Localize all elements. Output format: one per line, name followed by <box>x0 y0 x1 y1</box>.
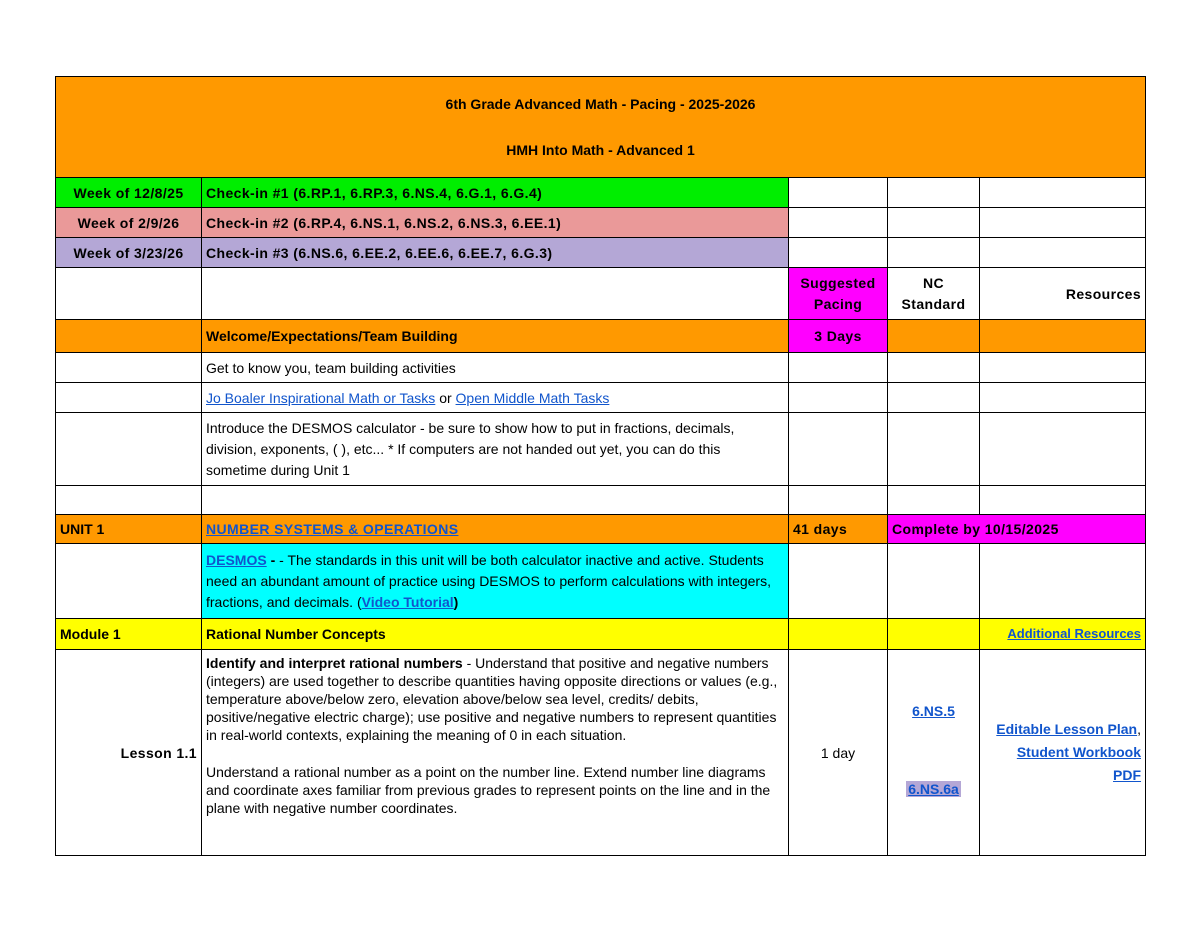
desmos-intro-row <box>56 413 1146 486</box>
welcome-activity-row <box>56 353 1146 383</box>
lesson-resources <box>980 650 1146 856</box>
empty-cell <box>202 486 789 515</box>
empty-cell <box>980 353 1146 383</box>
empty-cell <box>789 383 888 413</box>
lesson-res-line-3 <box>984 764 1141 787</box>
module-label: Module 1 <box>56 619 202 650</box>
student-workbook-link[interactable]: Student Workbook <box>1016 744 1142 760</box>
standard-wrapper-2 <box>892 781 975 797</box>
empty-cell <box>789 619 888 650</box>
empty-cell <box>56 320 202 353</box>
empty-cell <box>789 208 888 238</box>
paragraph-gap <box>206 744 784 763</box>
jo-boaler-link[interactable]: Jo Boaler Inspirational Math or Tasks <box>206 389 436 406</box>
lesson-res-line-2 <box>984 741 1141 764</box>
header-standard: NC Standard <box>888 268 980 320</box>
module-resources-cell <box>980 619 1146 650</box>
additional-resources-link[interactable]: Additional Resources <box>1007 626 1142 641</box>
unit-desmos-note <box>202 544 789 619</box>
header-row <box>56 268 1146 320</box>
lesson-pacing: 1 day <box>789 650 888 856</box>
empty-cell <box>202 268 789 320</box>
page-subtitle: HMH Into Math - Advanced 1 <box>506 142 695 158</box>
desmos-dash: - <box>266 551 276 568</box>
empty-cell <box>56 486 202 515</box>
video-tutorial-link[interactable]: Video Tutorial <box>361 593 454 610</box>
lesson-paragraph-1 <box>206 654 784 744</box>
empty-cell <box>888 208 980 238</box>
blank-row <box>56 486 1146 515</box>
checkin-week: Week of 2/9/26 <box>56 208 202 238</box>
desmos-link[interactable]: DESMOS <box>206 551 267 568</box>
lesson-description <box>202 650 789 856</box>
welcome-activity: Get to know you, team building activities <box>202 353 789 383</box>
empty-cell <box>980 238 1146 268</box>
empty-cell <box>56 413 202 486</box>
empty-cell <box>789 238 888 268</box>
pdf-link[interactable]: PDF <box>1113 767 1142 783</box>
unit-desmos-row <box>56 544 1146 619</box>
or-text: or <box>439 389 452 406</box>
empty-cell <box>980 383 1146 413</box>
empty-cell <box>888 413 980 486</box>
unit-row <box>56 515 1146 544</box>
empty-cell <box>789 544 888 619</box>
welcome-row <box>56 320 1146 353</box>
module-title: Rational Number Concepts <box>202 619 789 650</box>
empty-cell <box>789 353 888 383</box>
standards-gap <box>892 719 975 781</box>
standard-6ns6a-link[interactable]: 6.NS.6a <box>908 780 959 797</box>
empty-cell <box>980 178 1146 208</box>
title-cell <box>56 77 1146 178</box>
checkin-label: Check-in #1 (6.RP.1, 6.RP.3, 6.NS.4, 6.G.1, 6.G.4) <box>202 178 789 208</box>
empty-cell <box>789 178 888 208</box>
desmos-intro: Introduce the DESMOS calculator - be sure to show how to put in fractions, decimals, division, exponents, ( ), etc... * If computers are not handed out yet, you can do this sometime during Unit 1 <box>202 413 789 486</box>
checkin-week: Week of 12/8/25 <box>56 178 202 208</box>
lesson-paragraph-2: Understand a rational number as a point on the number line. Extend number line diagrams and coordinate axes familiar from previous grades to represent points on the line and in the plane with negative number coordinates. <box>206 764 771 816</box>
lesson-res-line-1 <box>984 718 1141 741</box>
title-row <box>56 77 1146 178</box>
lesson-bold-intro: Identify and interpret rational numbers <box>206 655 463 671</box>
lesson-text-1: - Understand that positive and negative numbers (integers) are used together to describe quantities having opposite directions or values (e.g., temperature above/below zero, elevation above/below sea level, credits/ debits, positive/negative electric charge); use positive and negative numbers to represent quantities in real-world contexts, explaining the meaning of 0 in each situation. <box>206 655 778 743</box>
empty-cell <box>980 486 1146 515</box>
empty-cell <box>980 413 1146 486</box>
empty-cell <box>56 383 202 413</box>
lesson-label: Lesson 1.1 <box>56 650 202 856</box>
unit-days: 41 days <box>789 515 888 544</box>
desmos-text: - The standards in this unit will be both calculator inactive and active. Students need an abundant amount of practice using DESMOS to perform calculations with integers, fractions, and decimals. ( <box>206 551 771 610</box>
checkin-label: Check-in #3 (6.NS.6, 6.EE.2, 6.EE.6, 6.EE.7, 6.G.3) <box>202 238 789 268</box>
empty-cell <box>888 544 980 619</box>
welcome-links-row <box>56 383 1146 413</box>
page-title: 6th Grade Advanced Math - Pacing - 2025-2026 <box>445 96 756 112</box>
unit-complete-by: Complete by 10/15/2025 <box>888 515 1146 544</box>
checkin-week: Week of 3/23/26 <box>56 238 202 268</box>
empty-cell <box>789 486 888 515</box>
unit-title-link[interactable]: NUMBER SYSTEMS & OPERATIONS <box>206 521 459 537</box>
open-middle-link[interactable]: Open Middle Math Tasks <box>455 389 610 406</box>
standard-wrapper-1 <box>892 703 975 719</box>
checkin-label: Check-in #2 (6.RP.4, 6.NS.1, 6.NS.2, 6.NS.3, 6.EE.1) <box>202 208 789 238</box>
unit-title-cell <box>202 515 789 544</box>
header-pacing: Suggested Pacing <box>789 268 888 320</box>
empty-cell <box>888 619 980 650</box>
checkin-row-3 <box>56 238 1146 268</box>
welcome-days: 3 Days <box>789 320 888 353</box>
empty-cell <box>888 238 980 268</box>
pacing-sheet <box>55 76 1146 856</box>
empty-cell <box>888 486 980 515</box>
module-row <box>56 619 1146 650</box>
empty-cell <box>56 353 202 383</box>
standard-6ns5-link[interactable]: 6.NS.5 <box>912 702 955 719</box>
res-comma: , <box>1137 721 1142 737</box>
empty-cell <box>789 413 888 486</box>
empty-cell <box>56 268 202 320</box>
empty-cell <box>888 178 980 208</box>
empty-cell <box>56 544 202 619</box>
lesson-row <box>56 650 1146 856</box>
welcome-title: Welcome/Expectations/Team Building <box>202 320 789 353</box>
empty-cell <box>888 320 980 353</box>
empty-cell <box>980 320 1146 353</box>
empty-cell <box>888 383 980 413</box>
unit-label: UNIT 1 <box>56 515 202 544</box>
empty-cell <box>980 208 1146 238</box>
editable-lesson-plan-link[interactable]: Editable Lesson Plan <box>996 721 1138 737</box>
welcome-links <box>202 383 789 413</box>
checkin-row-1 <box>56 178 1146 208</box>
header-resources: Resources <box>980 268 1146 320</box>
empty-cell <box>888 353 980 383</box>
checkin-row-2 <box>56 208 1146 238</box>
lesson-standards <box>888 650 980 856</box>
empty-cell <box>980 544 1146 619</box>
close-paren: ) <box>453 593 459 610</box>
